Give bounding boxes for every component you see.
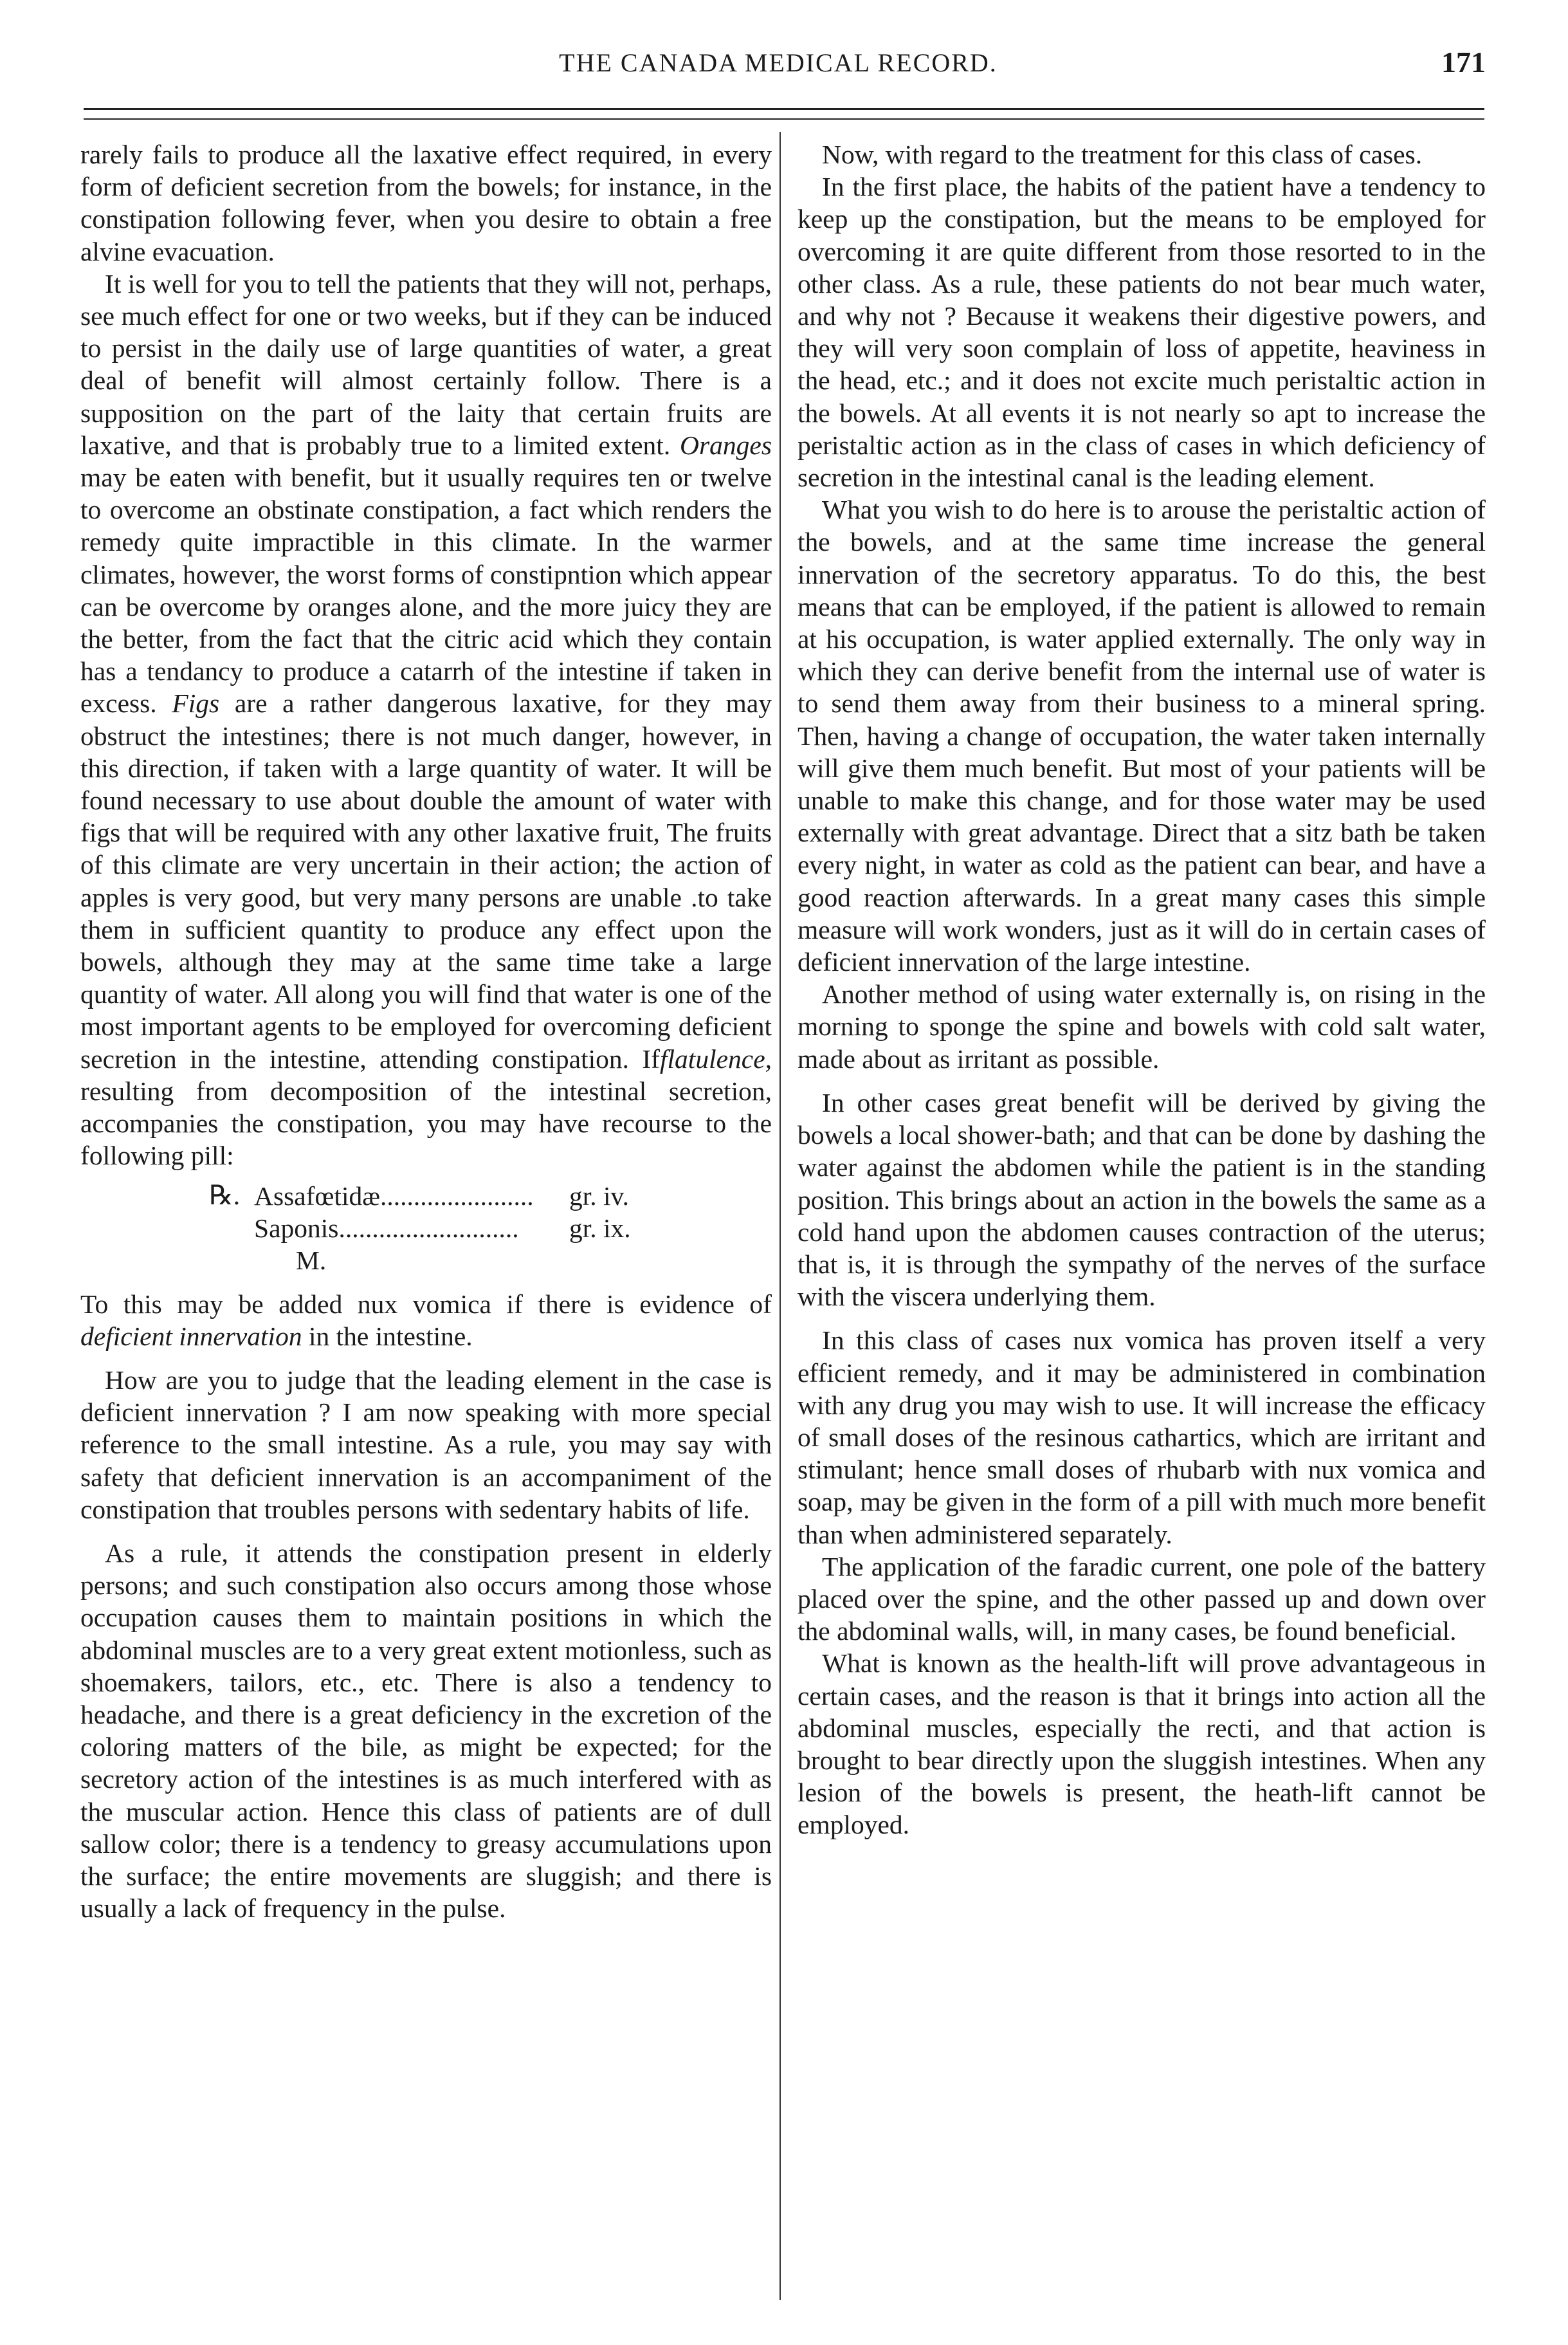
column-divider xyxy=(779,132,781,2300)
text-run: It is well for you to tell the patients that they will not, perhaps, see much effect for one or two weeks, but if they can be induced to persist in the daily use of large quantities of water, a great deal of benefit will almost certainly follow. There is a supposition on the part of the laity that certain fruits are laxative, and that is probably true to a limited extent. xyxy=(80,268,772,460)
journal-title: THE CANADA MEDICAL RECORD. xyxy=(559,48,998,77)
right-column xyxy=(798,138,1486,1841)
paragraph: What you wish to do here is to arouse the peristaltic action of the bowels, and at the same time increase the general innervation of the secretory apparatus. To do this, the best means that can be employed, if the patient is allowed to remain at his occupation, is water applied externally. The only way in which they can derive benefit from the internal use of water is to send them away from their business to a mineral spring. Then, having a change of occupation, the water taken internally will give them much benefit. But most of your patients will be unable to make this change, and for those water may be used externally with great advantage. Direct that a sitz bath be taken every night, in water as cold as the patient can bear, and have a good reaction afterwards. In a great many cases this simple measure will work wonders, just as it will do in certain cases of deficient innervation of the large intestine. xyxy=(798,495,1486,977)
header-rule-bottom xyxy=(84,118,1484,120)
dose: gr. ix. xyxy=(569,1213,631,1243)
paragraph: How are you to judge that the leading element in the case is deficient innervation ? I am now speaking with more special reference to the small intestine. As a rule, you may say with safety that deficient innervation is an accompaniment of the constipation that troubles persons with sedentary habits of life. xyxy=(80,1365,772,1524)
prescription xyxy=(80,1180,772,1276)
italic-term: deficient innervation xyxy=(80,1321,302,1351)
page-header xyxy=(71,45,1486,84)
header-rule-top xyxy=(84,108,1484,110)
text-run: resulting from decomposition of the intestinal secretion, accompanies the constipation, you may have recourse to the following pill: xyxy=(80,1076,772,1171)
paragraph xyxy=(80,1288,772,1352)
text-run: To this may be added nux vomica if there is evidence of xyxy=(80,1289,772,1319)
italic-term: Figs xyxy=(172,688,220,719)
text-run: are a rather dangerous laxative, for they may obstruct the intestines; there is not much danger, however, in this direction, if taken with a large quantity of water. It will be found necessary to use about double the amount of water with figs that will be required with any other laxative fruit, The fruits of this climate are very uncertain in their action; the action of apples is very good, but very many persons are unable .to take them in sufficient quantity to produce any effect upon the bowels, although they may at the same time take a large quantity of water. All along you will find that water is one of the most important agents to be employed for overcoming deficient secretion in the intestine, attending constipation. xyxy=(80,688,772,1074)
page-number: 171 xyxy=(1441,46,1486,78)
text-run: in the intestine. xyxy=(308,1321,473,1351)
paragraph: Now, with regard to the treatment for this class of cases. xyxy=(822,140,1423,169)
ingredient: Saponis........................... xyxy=(254,1213,519,1243)
paragraph: rarely fails to produce all the laxative effect required, in every form of deficient secretion from the bowels; for instance, in the constipation following fever, when you desire to obtain a free alvine evacuation. xyxy=(80,140,772,266)
italic-term: flatulence, xyxy=(660,1044,772,1074)
paragraph: In this class of cases nux vomica has proven itself a very efficient remedy, and it may be administered in combination with any drug you may wish to use. It will increase the efficacy of small doses of the resinous cathartics, which are irritant and stimulant; hence small doses of rhubarb with nux vomica and soap, may be given in the form of a pill with much more benefit than when administered separately. xyxy=(798,1325,1486,1549)
paragraph: In the first place, the habits of the patient have a tendency to keep up the constipation, but the means to be employed for overcoming it are quite different from those resorted to in the other class. As a rule, these patients do not bear much water, and why not ? Because it weakens their digestive powers, and they will very soon complain of loss of appetite, heaviness in the head, etc.; and it does not excite much peristaltic action in the bowels. At all events it is not nearly so apt to increase the peristaltic action as in the class of cases in which deficiency of secretion in the intestinal canal is the leading element. xyxy=(798,172,1486,493)
paragraph: Another method of using water externally is, on rising in the morning to sponge the spine and bowels with cold salt water, made about as irritant as possible. xyxy=(798,979,1486,1074)
ingredient-name: Assafœtidæ xyxy=(254,1181,380,1211)
prescription-line xyxy=(80,1212,772,1244)
italic-term: Oranges xyxy=(680,430,772,460)
text-run: If xyxy=(642,1044,660,1074)
paragraph: In other cases great benefit will be derived by giving the bowels a local shower-bath; and that can be done by dashing the water against the abdomen while the patient is in the standing position. This brings about an action in the bowels the same as a cold hand upon the abdomen causes contraction of the uterus; that is, it is through the sympathy of the nerves of the surface with the viscera underlying them. xyxy=(798,1087,1486,1312)
recipe-symbol: ℞. xyxy=(209,1181,241,1211)
paragraph xyxy=(80,268,772,1172)
paragraph: What is known as the health-lift will prove advantageous in certain cases, and the reason is that it brings into action all the abdominal muscles, especially the recti, and that action is brought to bear directly upon the sluggish intestines. When any lesion of the bowels is present, the heath-lift cannot be employed. xyxy=(798,1648,1486,1840)
paragraph: The application of the faradic current, one pole of the battery placed over the spine, and the other passed up and down over the abdominal walls, will, in many cases, be found beneficial. xyxy=(798,1551,1486,1646)
misce-mark: M. xyxy=(296,1245,327,1275)
dose: gr. iv. xyxy=(569,1181,629,1211)
ingredient: Assafœtidæ....................... xyxy=(254,1181,534,1211)
text-run: may be eaten with benefit, but it usually requires ten or twelve to overcome an obstinate constipation, a fact which renders the remedy quite impractible in this climate. In the warmer climates, however, the worst forms of constipntion which appear can be overcome by oranges alone, and the more juicy they are the better, from the fact that the citric acid which they contain has a tendancy to produce a catarrh of the intestine if taken in excess. xyxy=(80,463,772,719)
ingredient-name: Saponis xyxy=(254,1213,339,1243)
left-column xyxy=(80,138,772,1924)
prescription-line xyxy=(80,1180,772,1212)
paragraph: As a rule, it attends the constipation present in elderly persons; and such constipation also occurs among those whose occupation causes them to maintain positions in which the abdominal muscles are to a very great extent motionless, such as shoemakers, tailors, etc., etc. There is also a tendency to headache, and there is a great deficiency in the excretion of the coloring matters of the bile, as might be expected; for the secretory action of the intestines is as much interfered with as the muscular action. Hence this class of patients are of dull sallow color; there is a tendency to greasy accumulations upon the surface; the entire movements are sluggish; and there is usually a lack of frequency in the pulse. xyxy=(80,1538,772,1924)
prescription-line xyxy=(80,1244,772,1276)
